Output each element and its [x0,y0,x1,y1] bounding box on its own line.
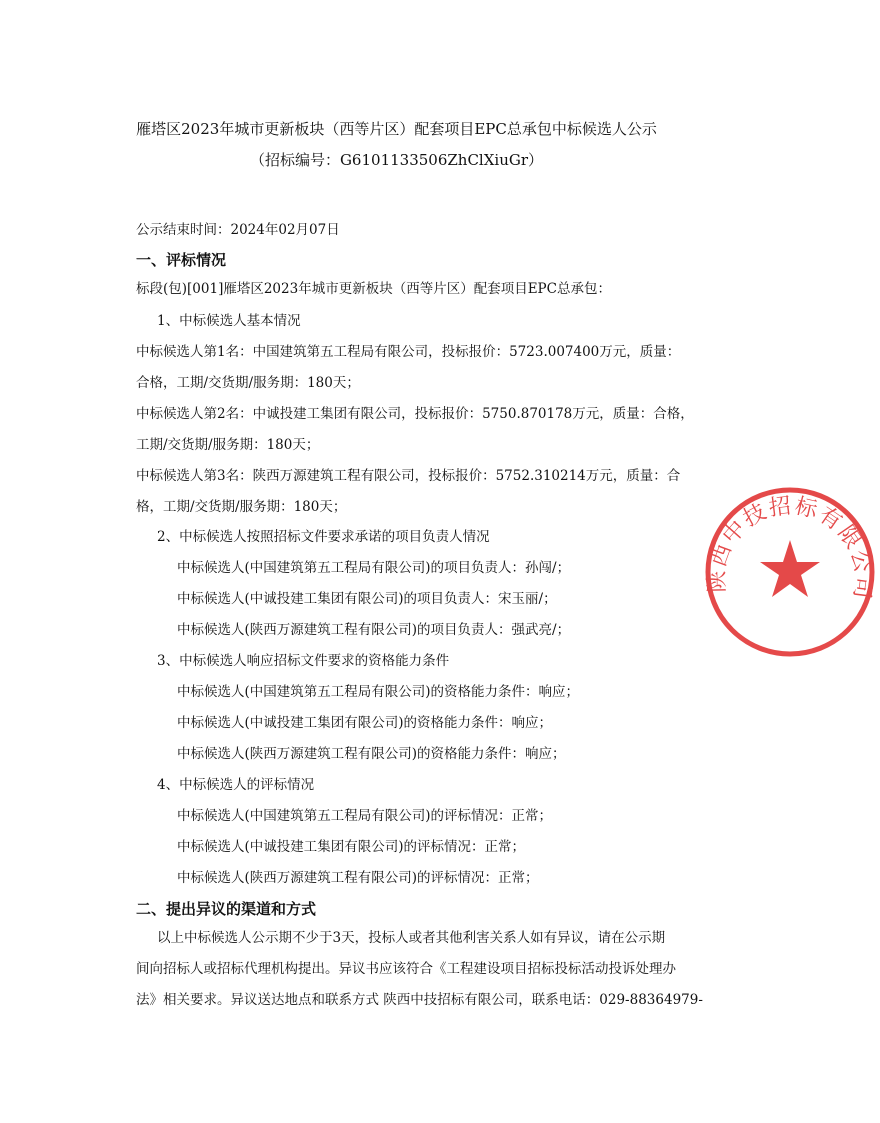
subsection-project-manager: 2、中标候选人按照招标文件要求承诺的项目负责人情况 [157,529,490,545]
publicity-end-time: 公示结束时间：2024年02月07日 [136,222,340,238]
candidate-2-line-1: 中标候选人第2名：中诚投建工集团有限公司，投标报价：5750.870178万元，质量：合格， [136,406,694,422]
qualification-3: 中标候选人(陕西万源建筑工程有限公司)的资格能力条件：响应； [177,746,566,762]
evaluation-3: 中标候选人(陕西万源建筑工程有限公司)的评标情况：正常； [177,870,539,886]
candidate-3-line-2: 格，工期/交货期/服务期：180天； [136,499,347,515]
document-title: 雁塔区2023年城市更新板块（西等片区）配套项目EPC总承包中标候选人公示 [136,120,657,138]
candidate-3-line-1: 中标候选人第3名：陕西万源建筑工程有限公司，投标报价：5752.310214万元，质量：合 [136,468,681,484]
section-objection-heading: 二、提出异议的渠道和方式 [136,900,317,918]
section-evaluation-heading: 一、评标情况 [136,251,227,269]
lot-line: 标段(包)[001]雁塔区2023年城市更新板块（西等片区）配套项目EPC总承包： [136,281,611,297]
candidate-2-line-2: 工期/交货期/服务期：180天； [136,437,320,453]
project-manager-2: 中标候选人(中诚投建工集团有限公司)的项目负责人：宋玉丽/； [177,591,557,607]
objection-line-1: 以上中标候选人公示期不少于3天，投标人或者其他利害关系人如有异议，请在公示期 [157,930,666,946]
subsection-evaluation: 4、中标候选人的评标情况 [157,777,315,793]
company-seal-stamp [700,482,880,662]
tender-number: （招标编号：G6101133506ZhClXiuGr） [249,151,544,169]
project-manager-1: 中标候选人(中国建筑第五工程局有限公司)的项目负责人：孙闯/； [177,560,571,576]
candidate-1-line-1: 中标候选人第1名：中国建筑第五工程局有限公司，投标报价：5723.007400万元，质量： [136,344,681,360]
subsection-qualification: 3、中标候选人响应招标文件要求的资格能力条件 [157,653,450,669]
evaluation-1: 中标候选人(中国建筑第五工程局有限公司)的评标情况：正常； [177,808,553,824]
project-manager-3: 中标候选人(陕西万源建筑工程有限公司)的项目负责人：强武亮/； [177,622,571,638]
subsection-basic-info: 1、中标候选人基本情况 [157,313,301,329]
qualification-1: 中标候选人(中国建筑第五工程局有限公司)的资格能力条件：响应； [177,684,580,700]
candidate-1-line-2: 合格，工期/交货期/服务期：180天； [136,375,360,391]
objection-line-3: 法》相关要求。异议送达地点和联系方式 陕西中技招标有限公司，联系电话：029-88364979- [136,992,703,1008]
objection-line-2: 间向招标人或招标代理机构提出。异议书应该符合《工程建设项目招标投标活动投诉处理办 [136,961,676,977]
evaluation-2: 中标候选人(中诚投建工集团有限公司)的评标情况：正常； [177,839,526,855]
svg-text:陕西中技招标有限公司: 陕西中技招标有限公司 [704,493,876,602]
qualification-2: 中标候选人(中诚投建工集团有限公司)的资格能力条件：响应； [177,715,553,731]
